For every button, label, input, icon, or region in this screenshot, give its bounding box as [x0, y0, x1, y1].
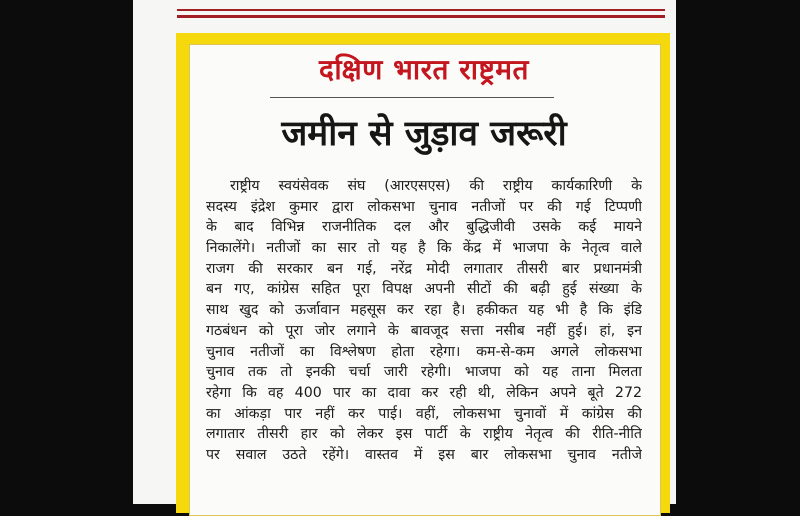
body-line: राष्ट्रीय स्वयंसेवक संघ (आरएसएस) की राष्ट्रीय कार्यकारिणी के: [230, 178, 642, 194]
editorial-body: [206, 176, 642, 466]
body-line: साथ खुद को ऊर्जावान महसूस कर रहा है। हकीकत यह भी है कि इंडि: [206, 302, 642, 319]
body-line: चुनाव नतीजों का विश्लेषण होता रहेगा। कम-से-कम अगले लोकसभा: [206, 343, 642, 360]
body-line: राजग की सरकार बन गई, नरेंद्र मोदी लगातार तीसरी बार प्रधानमंत्री: [206, 260, 642, 277]
body-line: सदस्य इंद्रेश कुमार द्वारा लोकसभा चुनाव नतीजों पर की गई टिप्पणी: [206, 198, 642, 215]
body-line: के बाद विभिन्न राजनीतिक दल और बुद्धिजीवी उसके कई मायने: [206, 219, 642, 236]
body-line: रहेगा कि वह 400 पार का दावा कर रही थी, लेकिन अपने बूते 272: [206, 384, 642, 401]
body-line: बन गए, कांग्रेस सहित पूरा विपक्ष अपनी सीटों की बढ़ी हुई संख्या के: [206, 281, 642, 298]
body-line: गठबंधन को पूरा जोर लगाने के बावजूद सत्ता नसीब नहीं हुई। हां, इन: [206, 322, 642, 339]
body-line: लगातार तीसरी हार को लेकर इस पार्टी के राष्ट्रीय नेतृत्व की रीति-नीति: [206, 426, 642, 443]
body-line: निकालेंगे। नतीजों का सार तो यह है कि केंद्र में भाजपा के नेतृत्व वाले: [206, 240, 642, 257]
body-line: पर सवाल उठते रहेंगे। वास्तव में इस बार लोकसभा चुनाव नतीजे: [206, 446, 642, 463]
editorial-headline: जमीन से जुड़ाव जरूरी: [281, 114, 567, 154]
header-rule-thick: [177, 15, 665, 18]
body-line: का आंकड़ा पार नहीं कर पाई। वहीं, लोकसभा चुनावों में कांग्रेस की: [206, 405, 642, 422]
title-divider: [270, 97, 554, 98]
newspaper-name: दक्षिण भारत राष्ट्रमत: [318, 53, 530, 86]
header-rule-thin: [177, 9, 665, 11]
body-line: चुनाव तक तो इनकी चर्चा जारी रहेगी। भाजपा को यह ताना मिलता: [206, 364, 642, 381]
